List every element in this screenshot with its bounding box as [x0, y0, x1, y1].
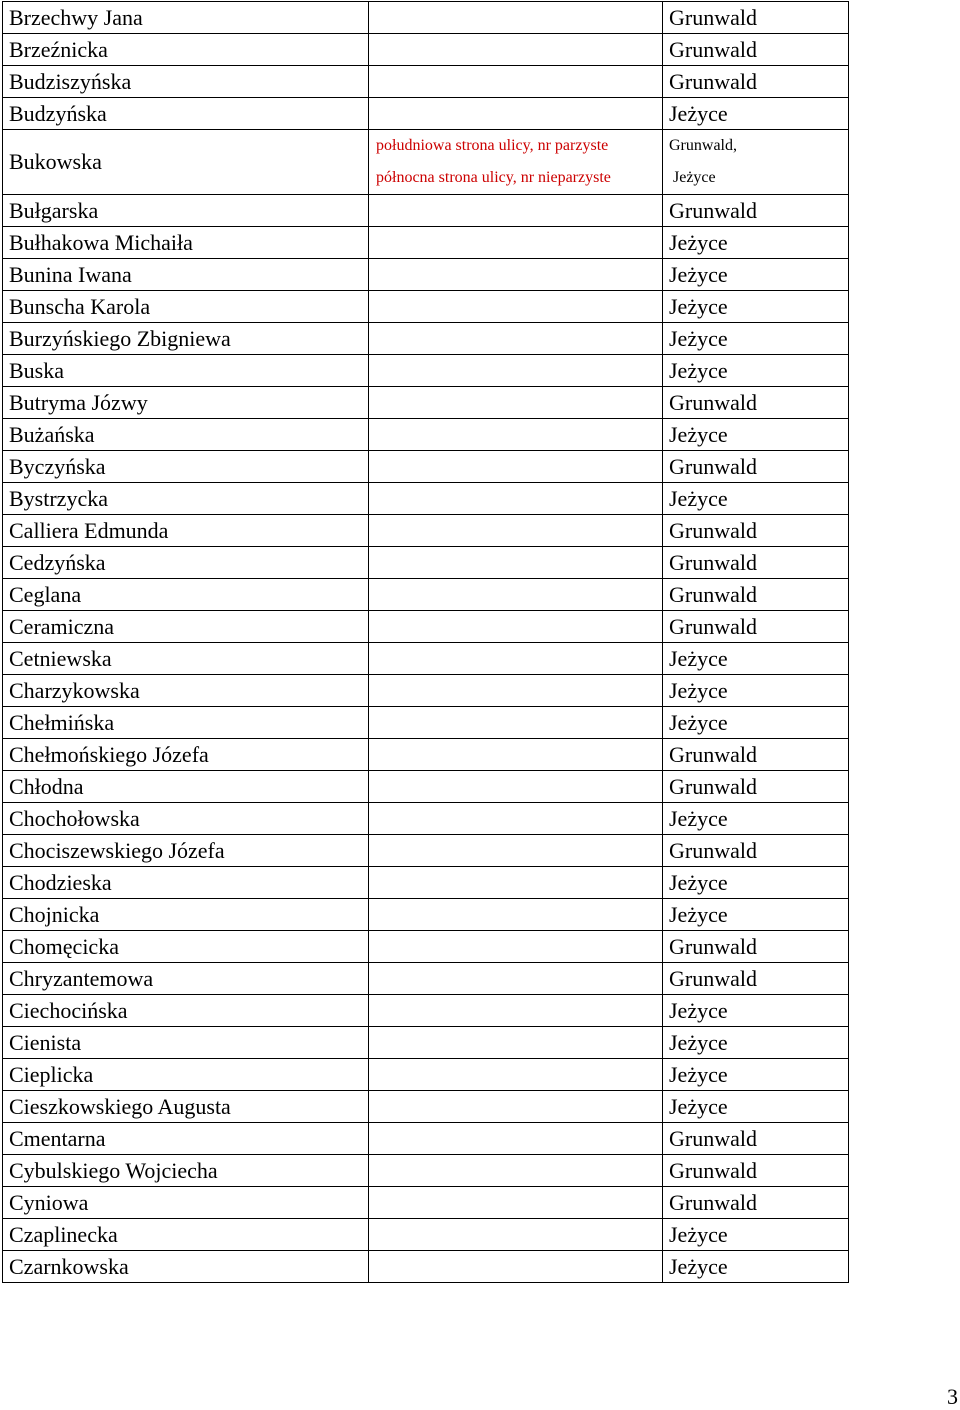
street-name-cell: Butryma Józwy: [3, 387, 369, 419]
street-name-cell: Charzykowska: [3, 675, 369, 707]
note-cell: [369, 547, 663, 579]
district-cell: Grunwald: [663, 963, 849, 995]
street-name-cell: Chryzantemowa: [3, 963, 369, 995]
street-name-cell: Cyniowa: [3, 1187, 369, 1219]
street-name-cell: Czarnkowska: [3, 1251, 369, 1283]
street-name-cell: Budziszyńska: [3, 66, 369, 98]
table-row: [3, 579, 849, 611]
district-cell: Grunwald: [663, 771, 849, 803]
table-row: [3, 611, 849, 643]
street-name-cell: Bużańska: [3, 419, 369, 451]
table-row: [3, 1187, 849, 1219]
district-cell: Grunwald: [663, 579, 849, 611]
street-name-cell: Ciechocińska: [3, 995, 369, 1027]
table-row: [3, 899, 849, 931]
district-cell: [663, 130, 849, 195]
district-cell: Grunwald: [663, 1123, 849, 1155]
district-cell: Jeżyce: [663, 899, 849, 931]
street-name-cell: Bystrzycka: [3, 483, 369, 515]
district-cell: Jeżyce: [663, 707, 849, 739]
table-row: [3, 419, 849, 451]
street-name-cell: Chociszewskiego Józefa: [3, 835, 369, 867]
table-row: [3, 995, 849, 1027]
street-name-cell: Chodzieska: [3, 867, 369, 899]
district-cell: Grunwald: [663, 1155, 849, 1187]
table-row: [3, 739, 849, 771]
district-cell: Grunwald: [663, 547, 849, 579]
note-cell: [369, 387, 663, 419]
street-name-cell: Brzechwy Jana: [3, 2, 369, 34]
street-name-cell: Ceramiczna: [3, 611, 369, 643]
note-cell: [369, 419, 663, 451]
table-row: [3, 259, 849, 291]
note-cell: [369, 195, 663, 227]
table-row: [3, 195, 849, 227]
table-row: [3, 1091, 849, 1123]
table-row: [3, 1027, 849, 1059]
note-cell: [369, 867, 663, 899]
district-cell: Jeżyce: [663, 867, 849, 899]
note-cell: [369, 963, 663, 995]
note-cell: [369, 451, 663, 483]
note-cell: [369, 291, 663, 323]
note-cell: [369, 739, 663, 771]
street-name-cell: Czaplinecka: [3, 1219, 369, 1251]
district-cell: Jeżyce: [663, 483, 849, 515]
street-name-cell: Bukowska: [3, 130, 369, 195]
note-cell: [369, 931, 663, 963]
street-name-cell: Bułgarska: [3, 195, 369, 227]
street-name-cell: Cieplicka: [3, 1059, 369, 1091]
table-row: [3, 643, 849, 675]
street-name-cell: Cedzyńska: [3, 547, 369, 579]
note-cell: [369, 899, 663, 931]
note-cell: [369, 227, 663, 259]
street-name-cell: Bunina Iwana: [3, 259, 369, 291]
district-cell: Grunwald: [663, 611, 849, 643]
street-name-cell: Cienista: [3, 1027, 369, 1059]
street-name-cell: Cmentarna: [3, 1123, 369, 1155]
note-cell: [369, 355, 663, 387]
note-cell: [369, 771, 663, 803]
table-row: [3, 771, 849, 803]
street-name-cell: Chełmińska: [3, 707, 369, 739]
district-cell: Grunwald: [663, 515, 849, 547]
district-cell: Grunwald: [663, 451, 849, 483]
table-row: [3, 387, 849, 419]
note-cell: [369, 259, 663, 291]
table-row: [3, 451, 849, 483]
street-district-table: [2, 1, 849, 1283]
table-row: [3, 1123, 849, 1155]
district-cell: Jeżyce: [663, 675, 849, 707]
district-cell: Grunwald: [663, 835, 849, 867]
table-row: [3, 963, 849, 995]
note-cell: [369, 1027, 663, 1059]
table-row: [3, 931, 849, 963]
district-cell: Grunwald: [663, 931, 849, 963]
district-cell: Grunwald: [663, 387, 849, 419]
district-cell: Jeżyce: [663, 259, 849, 291]
district-cell: Grunwald: [663, 66, 849, 98]
district-cell: Grunwald: [663, 739, 849, 771]
street-name-cell: Byczyńska: [3, 451, 369, 483]
street-name-cell: Chłodna: [3, 771, 369, 803]
street-name-cell: Burzyńskiego Zbigniewa: [3, 323, 369, 355]
note-cell: [369, 515, 663, 547]
note-cell: [369, 1187, 663, 1219]
table-row: [3, 227, 849, 259]
table-row: [3, 291, 849, 323]
note-cell: [369, 98, 663, 130]
table-row: [3, 98, 849, 130]
table-row: [3, 2, 849, 34]
street-name-cell: Chomęcicka: [3, 931, 369, 963]
district-cell: Jeżyce: [663, 1059, 849, 1091]
note-cell: [369, 1059, 663, 1091]
note-line: południowa strona ulicy, nr parzyste: [376, 137, 609, 154]
district-cell: Grunwald: [663, 2, 849, 34]
street-name-cell: Chojnicka: [3, 899, 369, 931]
table-row: [3, 515, 849, 547]
district-cell: Jeżyce: [663, 227, 849, 259]
table-row: [3, 1251, 849, 1283]
table-row: [3, 66, 849, 98]
street-name-cell: Brzeźnicka: [3, 34, 369, 66]
table-body: [3, 2, 849, 1283]
note-line: północna strona ulicy, nr nieparzyste: [376, 169, 611, 186]
note-cell: [369, 835, 663, 867]
district-cell: Grunwald: [663, 195, 849, 227]
table-row: [3, 1155, 849, 1187]
note-cell: [369, 643, 663, 675]
district-cell: Jeżyce: [663, 355, 849, 387]
table-row: [3, 547, 849, 579]
note-cell: [369, 1219, 663, 1251]
note-cell: [369, 579, 663, 611]
street-name-cell: Cetniewska: [3, 643, 369, 675]
table-row: [3, 323, 849, 355]
table-row: [3, 835, 849, 867]
table-row: [3, 675, 849, 707]
street-name-cell: Bunscha Karola: [3, 291, 369, 323]
table-row: [3, 1059, 849, 1091]
note-cell: [369, 803, 663, 835]
district-cell: Jeżyce: [663, 1251, 849, 1283]
district-line: Grunwald,: [669, 137, 737, 154]
street-name-cell: Ceglana: [3, 579, 369, 611]
table-row: [3, 130, 849, 195]
district-cell: Jeżyce: [663, 323, 849, 355]
note-cell: [369, 323, 663, 355]
note-cell: [369, 1123, 663, 1155]
note-cell: [369, 707, 663, 739]
street-name-cell: Cybulskiego Wojciecha: [3, 1155, 369, 1187]
note-cell: [369, 34, 663, 66]
note-cell: [369, 483, 663, 515]
note-cell: [369, 995, 663, 1027]
street-name-cell: Chochołowska: [3, 803, 369, 835]
street-name-cell: Budzyńska: [3, 98, 369, 130]
note-cell: [369, 2, 663, 34]
table-row: [3, 34, 849, 66]
district-cell: Jeżyce: [663, 803, 849, 835]
table-row: [3, 355, 849, 387]
district-cell: Jeżyce: [663, 643, 849, 675]
district-cell: Grunwald: [663, 34, 849, 66]
page-number: 3: [947, 1384, 958, 1409]
district-cell: Jeżyce: [663, 1091, 849, 1123]
street-name-cell: Chełmońskiego Józefa: [3, 739, 369, 771]
note-cell: [369, 1251, 663, 1283]
table-row: [3, 803, 849, 835]
note-cell: [369, 675, 663, 707]
note-cell: [369, 66, 663, 98]
district-line: Jeżyce: [673, 169, 716, 186]
table-row: [3, 867, 849, 899]
note-cell: [369, 130, 663, 195]
note-cell: [369, 1155, 663, 1187]
district-cell: Jeżyce: [663, 291, 849, 323]
note-cell: [369, 1091, 663, 1123]
district-cell: Jeżyce: [663, 1219, 849, 1251]
district-cell: Jeżyce: [663, 995, 849, 1027]
street-name-cell: Cieszkowskiego Augusta: [3, 1091, 369, 1123]
table-row: [3, 483, 849, 515]
street-name-cell: Buska: [3, 355, 369, 387]
district-cell: Jeżyce: [663, 419, 849, 451]
district-cell: Grunwald: [663, 1187, 849, 1219]
street-name-cell: Bułhakowa Michaiła: [3, 227, 369, 259]
district-cell: Jeżyce: [663, 98, 849, 130]
note-cell: [369, 611, 663, 643]
table-row: [3, 1219, 849, 1251]
table-row: [3, 707, 849, 739]
district-cell: Jeżyce: [663, 1027, 849, 1059]
street-name-cell: Calliera Edmunda: [3, 515, 369, 547]
